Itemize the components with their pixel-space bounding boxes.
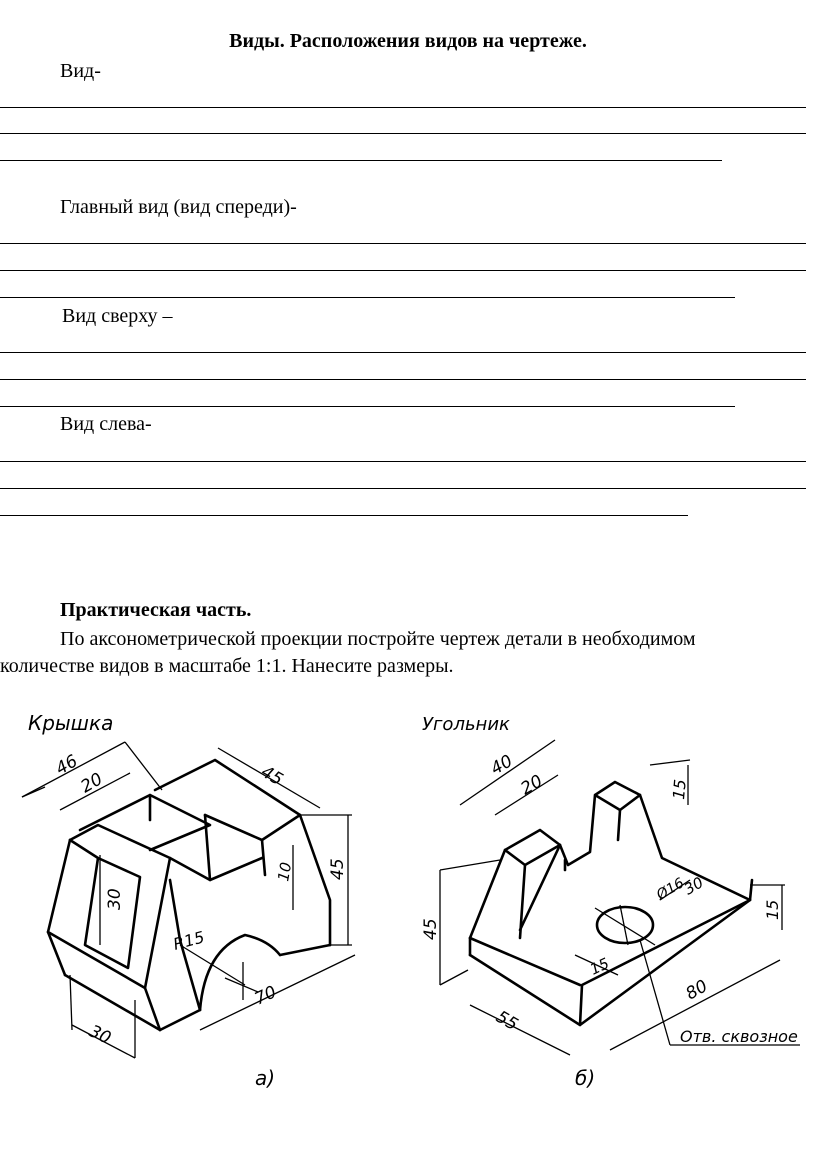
definition-left-view-label: Вид слева- bbox=[60, 413, 152, 435]
dim-45: 45 bbox=[421, 918, 441, 940]
dim-15-hole: 15 bbox=[587, 954, 612, 979]
definition-view-label: Вид- bbox=[60, 60, 101, 82]
dim-55: 55 bbox=[492, 1007, 522, 1036]
part-a-dimension-lines bbox=[22, 742, 355, 1058]
dim-30-bottom: 30 bbox=[85, 1021, 114, 1049]
part-b-caption: Угольник bbox=[422, 714, 510, 735]
dim-40: 40 bbox=[487, 751, 517, 780]
practice-text-line-2: количестве видов в масштабе 1:1. Нанесите размеры. bbox=[0, 655, 454, 677]
dim-30: 30 bbox=[681, 873, 707, 899]
part-b-captions bbox=[422, 714, 798, 1090]
dim-45-top: 45 bbox=[257, 762, 287, 791]
part-b-hole-note: Отв. сквозное bbox=[680, 1027, 798, 1046]
definition-front-view-label: Главный вид (вид спереди)- bbox=[60, 196, 297, 218]
part-b-letter: б) bbox=[575, 1066, 596, 1090]
page-title: Виды. Расположения видов на чертеже. bbox=[229, 30, 587, 52]
dim-20: 20 bbox=[517, 771, 547, 800]
part-a-caption: Крышка bbox=[28, 711, 114, 735]
part-a-lid-drawing bbox=[48, 760, 330, 1030]
dim-15-right: 15 bbox=[763, 899, 782, 920]
part-a-letter: а) bbox=[255, 1066, 276, 1090]
dim-r15: R15 bbox=[171, 927, 207, 954]
dim-30-window: 30 bbox=[105, 888, 125, 910]
practice-text-line-1: По аксонометрической проекции постройте чертеж детали в необходимом bbox=[60, 628, 696, 650]
part-b-angle-drawing bbox=[470, 782, 752, 1025]
dim-diameter-16: Ø16 bbox=[654, 875, 687, 904]
definition-top-view-label: Вид сверху – bbox=[62, 305, 173, 327]
dim-45-right: 45 bbox=[328, 858, 348, 880]
dim-46: 46 bbox=[52, 751, 82, 780]
dim-10: 10 bbox=[274, 860, 296, 883]
dim-70: 70 bbox=[251, 982, 280, 1010]
practice-heading: Практическая часть. bbox=[60, 599, 252, 621]
dim-20: 20 bbox=[77, 769, 107, 798]
dim-15-top: 15 bbox=[669, 778, 690, 801]
part-b-dimension-labels bbox=[421, 751, 782, 1035]
dim-80: 80 bbox=[682, 976, 712, 1005]
